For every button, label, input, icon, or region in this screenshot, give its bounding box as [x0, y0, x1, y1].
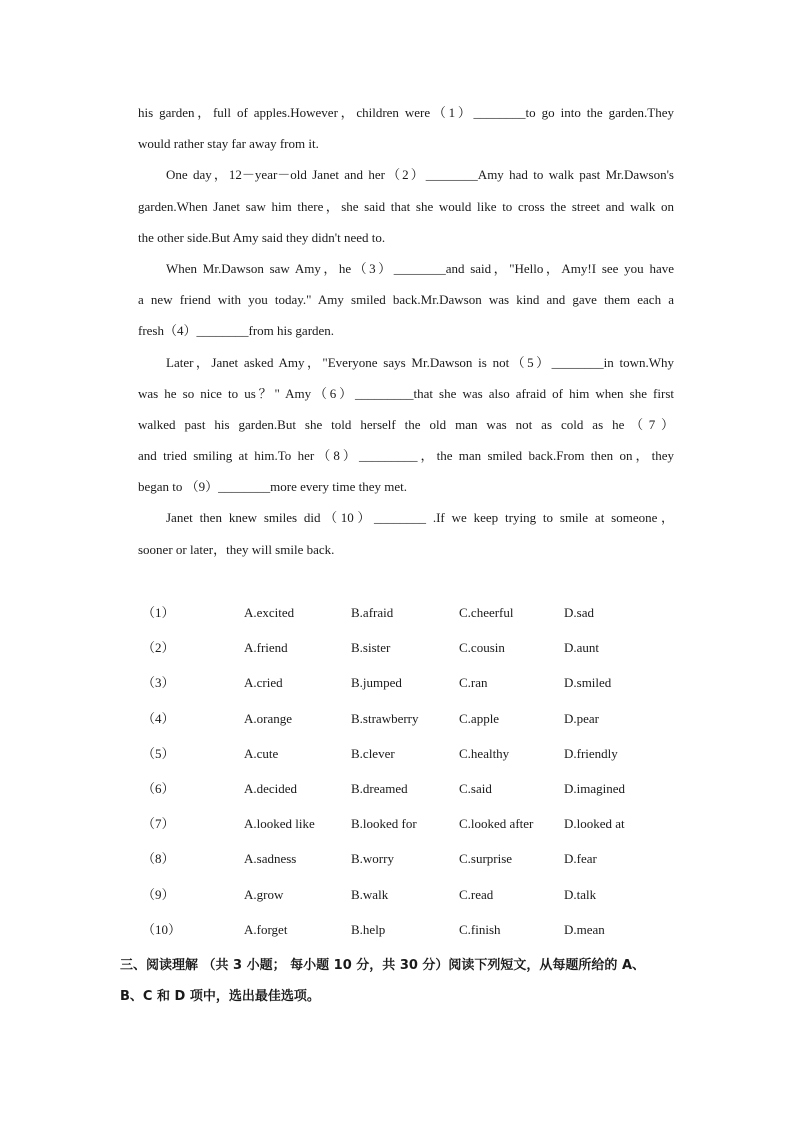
option-row: [142, 811, 702, 846]
option-a: A.cute: [244, 745, 279, 761]
passage-line: Janet then knew smiles did（10）________ .If we keep trying to smile at someone，: [166, 510, 674, 526]
option-row: [142, 776, 702, 811]
passage-line: his garden，full of apples.However，children were（1）________to go into the garden.They: [138, 105, 674, 120]
option-b: B.jumped: [351, 675, 402, 691]
option-b: B.clever: [351, 745, 395, 761]
option-d: D.sad: [564, 605, 594, 620]
option-a: A.forget: [244, 921, 288, 937]
option-d: D.looked at: [564, 816, 625, 832]
option-b: B.strawberry: [351, 710, 419, 726]
option-a: A.orange: [244, 710, 293, 726]
option-c: C.looked after: [459, 816, 534, 832]
question-number: （2）: [142, 640, 175, 656]
option-row: [142, 846, 702, 881]
option-c: C.cheerful: [459, 605, 514, 620]
option-d: D.fear: [564, 851, 597, 867]
option-d: D.imagined: [564, 780, 626, 796]
option-a: A.grow: [244, 886, 284, 902]
option-c: C.read: [459, 886, 494, 902]
option-a: A.sadness: [244, 851, 297, 867]
passage-line: fresh（4）________from his garden.: [138, 323, 335, 339]
question-number: （10）: [142, 921, 182, 937]
question-number: （8）: [142, 851, 175, 867]
option-b: B.dreamed: [351, 780, 408, 796]
option-row: [142, 635, 702, 670]
option-a: A.excited: [244, 605, 295, 620]
option-c: C.surprise: [459, 851, 513, 867]
question-number: （5）: [142, 745, 175, 761]
option-row: [142, 706, 702, 741]
option-b: B.help: [351, 921, 386, 937]
option-row: [142, 600, 702, 635]
question-number: （7）: [142, 816, 175, 832]
option-row: [142, 670, 702, 705]
option-a: A.looked like: [244, 816, 315, 832]
passage-line: began to （9）________more every time they met.: [138, 479, 407, 495]
option-row: [142, 741, 702, 776]
passage-line: would rather stay far away from it.: [138, 136, 319, 152]
option-c: C.apple: [459, 710, 500, 726]
option-a: A.cried: [244, 675, 283, 691]
passage-line: and tried smiling at him.To her（8）_________，the man smiled back.From then on，they: [138, 448, 674, 464]
passage-line: Later，Janet asked Amy，"Everyone says Mr.Dawson is not（5）________in town.Why: [166, 354, 674, 370]
passage-line: garden.When Janet saw him there，she said that she would like to cross the street and walk on: [138, 198, 674, 214]
passage-line: sooner or later，they will smile back.: [138, 541, 335, 557]
option-a: A.friend: [244, 640, 288, 656]
passage-line: When Mr.Dawson saw Amy，he（3）________and said，"Hello，Amy!I see you have: [166, 260, 674, 276]
passage-line: a new friend with you today." Amy smiled back.Mr.Dawson was kind and gave them each a: [138, 292, 674, 308]
answer-options-table: [142, 600, 702, 952]
question-number: （3）: [142, 675, 175, 691]
option-d: D.friendly: [564, 745, 618, 761]
option-c: C.cousin: [459, 640, 505, 656]
question-number: （9）: [142, 886, 175, 902]
option-b: B.walk: [351, 886, 389, 902]
option-b: B.afraid: [351, 605, 394, 620]
option-b: B.looked for: [351, 816, 417, 832]
section-heading-line: 三、阅读理解 （共 3 小题； 每小题 10 分，共 30 分）阅读下列短文，从每题所给的 A、: [120, 958, 646, 973]
option-d: D.talk: [564, 886, 597, 902]
option-b: B.sister: [351, 640, 391, 656]
option-c: C.finish: [459, 921, 501, 937]
option-c: C.ran: [459, 675, 488, 691]
option-d: D.aunt: [564, 640, 600, 656]
passage-line: was he so nice to us？" Amy（6）_________that she was also afraid of him when she first: [138, 385, 674, 401]
question-number: （6）: [142, 780, 175, 796]
passage-line: the other side.But Amy said they didn't need to.: [138, 229, 386, 245]
option-c: C.said: [459, 780, 492, 796]
section-heading: [120, 950, 680, 1012]
section-heading-line: B、C 和 D 项中，选出最佳选项。: [120, 989, 320, 1004]
passage-line: One day，12－year－old Janet and her（2）________Amy had to walk past Mr.Dawson's: [166, 167, 674, 183]
option-b: B.worry: [351, 851, 394, 867]
option-d: D.smiled: [564, 675, 612, 691]
option-d: D.pear: [564, 710, 600, 726]
option-row: [142, 917, 702, 952]
option-row: [142, 882, 702, 917]
option-a: A.decided: [244, 780, 298, 796]
cloze-passage: [138, 100, 674, 568]
question-number: （4）: [142, 710, 175, 726]
option-c: C.healthy: [459, 745, 510, 761]
question-number: （1）: [142, 605, 175, 620]
passage-line: walked past his garden.But she told herself the old man was not as cold as he（7）: [138, 416, 674, 432]
option-d: D.mean: [564, 921, 605, 937]
